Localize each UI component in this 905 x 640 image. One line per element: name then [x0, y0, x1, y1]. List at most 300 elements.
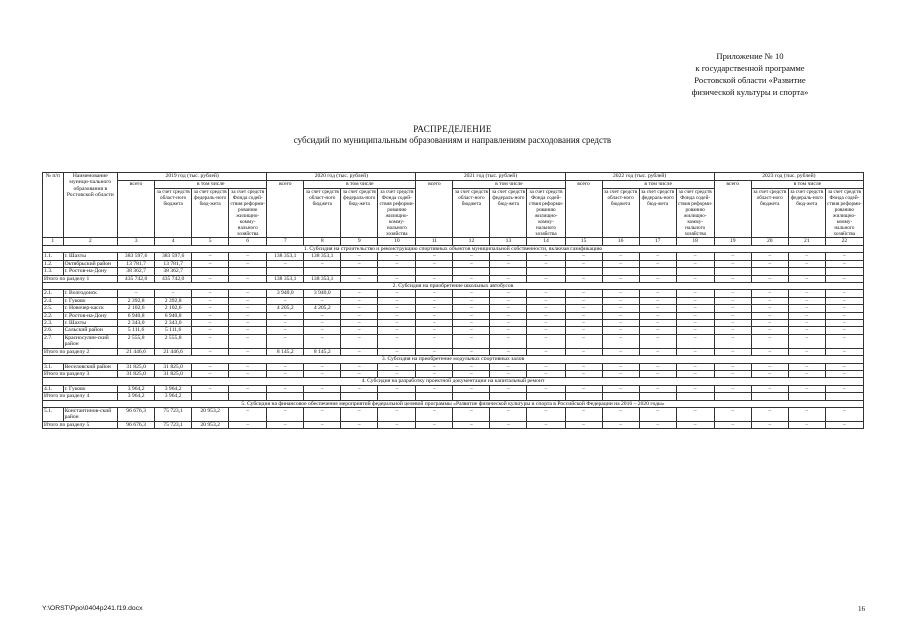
value-cell: 383 597,6	[118, 253, 155, 260]
value-cell: –	[416, 253, 453, 260]
municipality-name: г. Гуково	[63, 297, 118, 304]
value-cell: –	[304, 312, 341, 319]
municipality-name: г. Ростов-на-Дону	[63, 312, 118, 319]
value-cell: 2 555,8	[118, 334, 155, 348]
value-cell: –	[453, 385, 490, 392]
total-value-cell	[825, 393, 863, 400]
value-cell: –	[304, 297, 341, 304]
value-cell: –	[527, 334, 565, 348]
total-value-cell: –	[378, 275, 416, 282]
header-housing-fund: за счет средств Фонда содей-ствия реформи-рованию жилищно-комму-нального хозяйства	[230, 189, 266, 237]
value-cell: 75 723,1	[155, 407, 192, 421]
value-cell: –	[788, 363, 825, 370]
value-cell: –	[714, 260, 751, 267]
total-value-cell: 435 742,0	[118, 275, 155, 282]
value-cell: –	[229, 290, 267, 297]
value-cell	[490, 268, 527, 275]
column-number: 11	[416, 238, 453, 246]
table-row	[43, 327, 864, 334]
value-cell: –	[229, 363, 267, 370]
header-housing-fund: за счет средств Фонда содей-ствия реформи-рованию жилищно-комму-нального хозяйства	[677, 189, 713, 237]
value-cell: –	[565, 407, 602, 421]
total-value-cell: –	[565, 348, 602, 355]
value-cell: –	[267, 327, 304, 334]
total-value-cell: –	[639, 348, 676, 355]
value-cell: –	[751, 297, 788, 304]
total-value-cell: –	[416, 421, 453, 428]
value-cell: –	[751, 290, 788, 297]
value-cell: –	[527, 312, 565, 319]
value-cell: –	[825, 334, 863, 348]
total-value-cell	[527, 393, 565, 400]
value-cell: –	[453, 305, 490, 312]
value-cell: 38 362,7	[118, 268, 155, 275]
value-cell: 38 362,7	[155, 268, 192, 275]
total-value-cell: –	[341, 370, 378, 377]
value-cell: –	[267, 334, 304, 348]
row-number: 5.1.	[43, 407, 64, 421]
value-cell: –	[825, 253, 863, 260]
value-cell: –	[676, 305, 714, 312]
total-value-cell: –	[676, 275, 714, 282]
total-value-cell: –	[714, 370, 751, 377]
value-cell: –	[378, 320, 416, 327]
section-title: 2. Субсидия на приобретение школьных автобусов	[43, 283, 864, 290]
total-value-cell: 138 353,1	[304, 275, 341, 282]
row-number: 2.4.	[43, 297, 64, 304]
value-cell	[378, 268, 416, 275]
value-cell: –	[267, 320, 304, 327]
municipality-name: г. Ростов-на-Дону	[63, 268, 118, 275]
title-line-1: РАСПРЕДЕЛЕНИЕ	[413, 124, 492, 134]
total-value-cell: –	[527, 348, 565, 355]
value-cell	[192, 268, 229, 275]
value-cell: –	[267, 312, 304, 319]
value-cell: –	[490, 312, 527, 319]
value-cell: –	[602, 312, 639, 319]
value-cell: 13 781,7	[118, 260, 155, 267]
value-cell: –	[751, 385, 788, 392]
header-total: всего	[565, 181, 602, 238]
value-cell: 20 953,2	[192, 407, 229, 421]
value-cell: –	[341, 363, 378, 370]
total-value-cell: –	[341, 421, 378, 428]
value-cell: –	[565, 305, 602, 312]
value-cell: 138 353,1	[267, 253, 304, 260]
total-value-cell: 21 446,6	[118, 348, 155, 355]
value-cell: –	[751, 407, 788, 421]
row-number: 4.1.	[43, 385, 64, 392]
table-row	[43, 290, 864, 297]
total-value-cell: –	[565, 275, 602, 282]
title-line-2: субсидий по муниципальным образованиям и направлениям расходования средств	[293, 135, 612, 145]
value-cell: 31 825,0	[155, 363, 192, 370]
value-cell: –	[751, 260, 788, 267]
value-cell: –	[825, 407, 863, 421]
value-cell: –	[676, 334, 714, 348]
value-cell: –	[527, 297, 565, 304]
row-number: 2.6.	[43, 327, 64, 334]
value-cell: –	[639, 312, 676, 319]
total-value-cell	[639, 393, 676, 400]
total-value-cell: –	[788, 348, 825, 355]
total-value-cell: –	[527, 275, 565, 282]
column-number: 17	[639, 238, 676, 246]
total-value-cell: –	[416, 348, 453, 355]
header-regional-budget: за счет средств област-ного бюджета	[155, 189, 192, 238]
value-cell: –	[676, 260, 714, 267]
value-cell: –	[341, 320, 378, 327]
value-cell: –	[714, 327, 751, 334]
value-cell: –	[565, 290, 602, 297]
value-cell: –	[527, 327, 565, 334]
total-value-cell: –	[229, 348, 267, 355]
total-value-cell: –	[453, 275, 490, 282]
column-number: 9	[341, 238, 378, 246]
column-number: 16	[602, 238, 639, 246]
table-row	[43, 253, 864, 260]
total-value-cell: 8 145,2	[267, 348, 304, 355]
value-cell: –	[416, 363, 453, 370]
value-cell: –	[788, 334, 825, 348]
value-cell: –	[676, 407, 714, 421]
header-housing-fund: за счет средств Фонда содей-ствия реформи-рованию жилищно-комму-нального хозяйства	[528, 189, 564, 237]
total-value-cell: –	[192, 348, 229, 355]
value-cell: –	[639, 297, 676, 304]
value-cell: –	[825, 320, 863, 327]
value-cell: –	[565, 327, 602, 334]
total-value-cell: –	[527, 370, 565, 377]
value-cell: –	[192, 260, 229, 267]
value-cell: –	[602, 253, 639, 260]
column-number: 15	[565, 238, 602, 246]
value-cell: –	[229, 407, 267, 421]
appendix-line-2: к государственной программе	[695, 63, 805, 73]
table-row	[43, 363, 864, 370]
total-value-cell: –	[676, 421, 714, 428]
header-total: всего	[416, 181, 453, 238]
value-cell: –	[490, 363, 527, 370]
value-cell: –	[639, 385, 676, 392]
section-title: 5. Субсидия на финансовое обеспечение мероприятий федеральной целевой программы «Развитие физической культуры и спорта в Российской Федерации на 2016 – 2020 годы»	[43, 400, 864, 407]
value-cell	[341, 268, 378, 275]
value-cell: –	[751, 363, 788, 370]
value-cell: –	[527, 363, 565, 370]
value-cell: –	[304, 320, 341, 327]
total-value-cell: –	[602, 348, 639, 355]
value-cell: –	[416, 305, 453, 312]
value-cell: –	[527, 253, 565, 260]
value-cell: –	[565, 297, 602, 304]
total-value-cell: 8 145,2	[304, 348, 341, 355]
value-cell: –	[639, 305, 676, 312]
total-value-cell: –	[714, 275, 751, 282]
value-cell: 5 111,6	[155, 327, 192, 334]
table-row	[43, 385, 864, 392]
row-number: 2.7.	[43, 334, 64, 348]
section-total-label: Итого по разделу 3	[43, 370, 118, 377]
value-cell: –	[527, 385, 565, 392]
value-cell	[602, 268, 639, 275]
value-cell: –	[565, 334, 602, 348]
value-cell: –	[788, 297, 825, 304]
row-number: 1.1.	[43, 253, 64, 260]
row-number: 3.1.	[43, 363, 64, 370]
value-cell: –	[490, 297, 527, 304]
value-cell: –	[676, 327, 714, 334]
value-cell: 138 353,1	[304, 253, 341, 260]
section-total-label: Итого по разделу 5	[43, 421, 118, 428]
section-total-row	[43, 370, 864, 377]
appendix-line-1: Приложение № 10	[716, 51, 784, 61]
value-cell: –	[192, 297, 229, 304]
appendix-line-3: Ростовской области «Развитие	[694, 75, 806, 85]
total-value-cell: –	[825, 421, 863, 428]
value-cell: –	[453, 312, 490, 319]
column-number: 10	[378, 238, 416, 246]
header-including: в том числе	[602, 181, 714, 189]
total-value-cell: –	[490, 275, 527, 282]
total-value-cell: –	[825, 348, 863, 355]
header-year-2021: 2021 год (тыс. рублей)	[416, 173, 565, 181]
table-row	[43, 305, 864, 312]
column-number: 8	[304, 238, 341, 246]
total-value-cell: –	[490, 421, 527, 428]
total-value-cell: –	[490, 348, 527, 355]
value-cell: –	[229, 260, 267, 267]
value-cell: –	[453, 253, 490, 260]
value-cell: –	[788, 385, 825, 392]
value-cell: –	[341, 297, 378, 304]
value-cell	[565, 268, 602, 275]
value-cell	[304, 268, 341, 275]
total-value-cell	[304, 393, 341, 400]
table-head	[43, 173, 864, 246]
value-cell: –	[602, 385, 639, 392]
total-value-cell: –	[527, 421, 565, 428]
value-cell: 4 205,2	[267, 305, 304, 312]
total-value-cell: –	[639, 275, 676, 282]
column-number: 2	[63, 238, 118, 246]
value-cell: –	[602, 363, 639, 370]
value-cell: –	[155, 290, 192, 297]
value-cell: 13 781,7	[155, 260, 192, 267]
total-value-cell: –	[267, 370, 304, 377]
total-value-cell: 31 825,0	[155, 370, 192, 377]
table-row	[43, 334, 864, 348]
row-number: 1.3.	[43, 268, 64, 275]
total-value-cell: –	[304, 421, 341, 428]
value-cell: –	[527, 290, 565, 297]
value-cell: –	[788, 260, 825, 267]
value-cell: –	[602, 297, 639, 304]
value-cell: 6 940,8	[155, 312, 192, 319]
value-cell: –	[676, 320, 714, 327]
table-row	[43, 297, 864, 304]
value-cell: –	[378, 363, 416, 370]
total-value-cell: –	[602, 275, 639, 282]
value-cell: 2 555,8	[155, 334, 192, 348]
total-value-cell: –	[453, 348, 490, 355]
value-cell: –	[192, 253, 229, 260]
total-value-cell	[416, 393, 453, 400]
row-number: 2.2.	[43, 312, 64, 319]
value-cell: –	[676, 297, 714, 304]
municipality-name: Константинов-ский район	[63, 407, 118, 421]
value-cell: 5 111,6	[118, 327, 155, 334]
value-cell: –	[304, 385, 341, 392]
value-cell: –	[229, 320, 267, 327]
total-value-cell	[453, 393, 490, 400]
value-cell: 2 343,0	[155, 320, 192, 327]
value-cell: –	[378, 385, 416, 392]
value-cell: –	[304, 407, 341, 421]
header-including: в том числе	[751, 181, 863, 189]
value-cell	[676, 268, 714, 275]
value-cell: –	[676, 253, 714, 260]
header-year-2022: 2022 год (тыс. рублей)	[565, 173, 714, 181]
header-federal-budget: за счет средств федераль-ного бюд-жета	[490, 189, 527, 238]
total-value-cell: –	[714, 348, 751, 355]
section-total-label: Итого по разделу 2	[43, 348, 118, 355]
section-total-row	[43, 421, 864, 428]
value-cell: –	[751, 334, 788, 348]
section-row	[43, 246, 864, 253]
total-value-cell	[192, 393, 229, 400]
total-value-cell: –	[751, 370, 788, 377]
value-cell: –	[416, 334, 453, 348]
value-cell	[788, 268, 825, 275]
municipality-name: г. Новочер-касск	[63, 305, 118, 312]
section-row	[43, 378, 864, 385]
value-cell: –	[378, 327, 416, 334]
value-cell: 2 392,8	[118, 297, 155, 304]
section-title: 3. Субсидия на приобретение модульных спортивных залов	[43, 356, 864, 363]
total-value-cell	[565, 393, 602, 400]
value-cell: –	[490, 305, 527, 312]
value-cell: –	[416, 320, 453, 327]
total-value-cell: –	[788, 421, 825, 428]
total-value-cell: 3 964,2	[118, 393, 155, 400]
municipality-name: г. Волгодонск	[63, 290, 118, 297]
table-body	[43, 246, 864, 429]
value-cell: –	[565, 260, 602, 267]
table-row	[43, 407, 864, 421]
value-cell: –	[378, 253, 416, 260]
value-cell: –	[304, 260, 341, 267]
value-cell: –	[714, 320, 751, 327]
value-cell: –	[192, 290, 229, 297]
total-value-cell: –	[788, 370, 825, 377]
value-cell: 2 392,8	[155, 297, 192, 304]
total-value-cell	[676, 393, 714, 400]
value-cell: –	[453, 334, 490, 348]
header-federal-budget: за счет средств федераль-ного бюд-жета	[639, 189, 676, 238]
value-cell: –	[714, 407, 751, 421]
total-value-cell: –	[229, 275, 267, 282]
total-value-cell	[229, 393, 267, 400]
value-cell: –	[676, 290, 714, 297]
value-cell: 383 597,6	[155, 253, 192, 260]
value-cell: –	[602, 327, 639, 334]
value-cell: –	[453, 260, 490, 267]
value-cell: –	[676, 363, 714, 370]
header-year-2019: 2019 год (тыс. рублей)	[118, 173, 267, 181]
section-total-row	[43, 348, 864, 355]
header-total: всего	[714, 181, 751, 238]
total-value-cell: –	[639, 370, 676, 377]
value-cell: –	[825, 385, 863, 392]
value-cell: –	[416, 327, 453, 334]
value-cell: –	[565, 385, 602, 392]
total-value-cell	[341, 393, 378, 400]
header-including: в том числе	[304, 181, 416, 189]
value-cell: –	[267, 260, 304, 267]
value-cell: –	[267, 385, 304, 392]
value-cell: –	[341, 407, 378, 421]
value-cell: –	[825, 363, 863, 370]
value-cell: –	[751, 327, 788, 334]
value-cell: –	[453, 363, 490, 370]
municipality-name: г. Шахты	[63, 320, 118, 327]
value-cell: 2 102,6	[155, 305, 192, 312]
table-row	[43, 260, 864, 267]
total-value-cell: 435 742,0	[155, 275, 192, 282]
value-cell	[416, 268, 453, 275]
value-cell: –	[714, 334, 751, 348]
value-cell: –	[341, 305, 378, 312]
column-number: 3	[118, 238, 155, 246]
value-cell: –	[341, 334, 378, 348]
municipality-name: Октябрьский район	[63, 260, 118, 267]
total-value-cell: –	[565, 421, 602, 428]
header-federal-budget: за счет средств федераль-ного бюд-жета	[341, 189, 378, 238]
total-value-cell: –	[825, 275, 863, 282]
value-cell: 3 964,2	[118, 385, 155, 392]
value-cell: –	[825, 297, 863, 304]
total-value-cell: –	[416, 370, 453, 377]
value-cell: –	[825, 312, 863, 319]
value-cell: –	[788, 253, 825, 260]
header-total: всего	[118, 181, 155, 238]
value-cell: –	[229, 312, 267, 319]
row-number: 2.1.	[43, 290, 64, 297]
total-value-cell: –	[192, 275, 229, 282]
value-cell: –	[714, 312, 751, 319]
value-cell: –	[192, 334, 229, 348]
value-cell	[714, 268, 751, 275]
value-cell: –	[229, 334, 267, 348]
value-cell: –	[341, 260, 378, 267]
column-number: 4	[155, 238, 192, 246]
header-housing-fund: за счет средств Фонда содей-ствия реформи-рованию жилищно-комму-нального хозяйства	[379, 189, 415, 237]
value-cell: –	[118, 290, 155, 297]
value-cell: –	[527, 305, 565, 312]
value-cell: –	[565, 363, 602, 370]
value-cell: –	[751, 305, 788, 312]
value-cell: –	[751, 320, 788, 327]
column-number: 7	[267, 238, 304, 246]
value-cell: –	[527, 407, 565, 421]
column-number: 6	[229, 238, 267, 246]
value-cell: –	[192, 305, 229, 312]
value-cell	[267, 268, 304, 275]
value-cell: –	[751, 253, 788, 260]
table-row	[43, 312, 864, 319]
total-value-cell: –	[788, 275, 825, 282]
value-cell: –	[714, 305, 751, 312]
value-cell: 2 343,0	[118, 320, 155, 327]
